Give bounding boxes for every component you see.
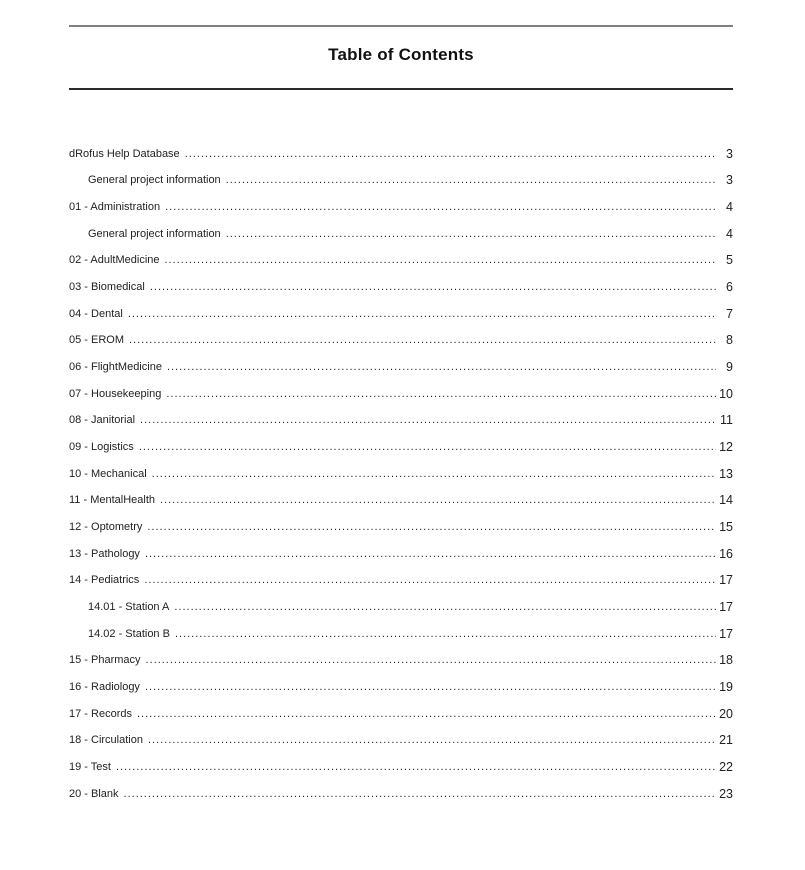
toc-entry[interactable]: [69, 567, 733, 594]
toc-entry-page: 19: [719, 679, 733, 694]
toc-entry-label: dRofus Help Database: [69, 147, 180, 160]
toc-entry-page: 22: [719, 759, 733, 774]
toc-entry-page: 13: [719, 466, 733, 481]
dot-leader: [165, 254, 717, 266]
document-page: [69, 0, 733, 870]
toc-entry[interactable]: [69, 460, 733, 487]
toc-entry-page: 17: [719, 573, 733, 588]
toc-entry-page: 8: [726, 333, 733, 348]
toc-entry-label: 14.01 - Station A: [88, 600, 170, 613]
toc-entry-label: 05 - EROM: [69, 334, 125, 347]
toc-entry[interactable]: [69, 354, 733, 381]
toc-entry[interactable]: [69, 514, 733, 541]
toc-entry-page: 3: [726, 173, 733, 188]
dot-leader: [124, 788, 716, 800]
dot-leader: [165, 201, 716, 213]
dot-leader: [174, 601, 716, 613]
toc-entry-page: 11: [720, 413, 733, 428]
toc-entry-label: 18 - Circulation: [69, 734, 143, 747]
dot-leader: [152, 468, 716, 480]
toc-entry-page: 3: [726, 146, 733, 161]
page-title: Table of Contents: [328, 45, 474, 64]
toc-entry-page: 17: [719, 599, 733, 614]
dot-leader: [146, 654, 716, 666]
toc-entry[interactable]: [69, 274, 733, 301]
toc-entry[interactable]: [69, 194, 733, 221]
toc-entry-label: 09 - Logistics: [69, 441, 134, 454]
toc-entry[interactable]: [69, 674, 733, 701]
toc-entry[interactable]: [69, 540, 733, 567]
dot-leader: [139, 441, 716, 453]
toc-entry-page: 4: [726, 200, 733, 215]
dot-leader: [167, 361, 716, 373]
toc-entry-label: 11 - MentalHealth: [69, 494, 156, 507]
dot-leader: [147, 521, 716, 533]
dot-leader: [137, 708, 716, 720]
toc-entry-page: 12: [719, 440, 733, 455]
toc-entry[interactable]: [69, 700, 733, 727]
toc-entry[interactable]: [69, 300, 733, 327]
toc-entry-label: 20 - Blank: [69, 787, 119, 800]
toc-entry[interactable]: [69, 487, 733, 514]
toc-entry-label: 15 - Pharmacy: [69, 654, 141, 667]
toc-entry-label: 01 - Administration: [69, 201, 161, 214]
toc-entry-page: 7: [726, 306, 733, 321]
toc-entry[interactable]: [69, 594, 733, 621]
toc-entry-label: 14.02 - Station B: [88, 627, 170, 640]
toc-entry[interactable]: [69, 754, 733, 781]
dot-leader: [226, 228, 716, 240]
toc-entry[interactable]: [69, 247, 733, 274]
dot-leader: [148, 734, 716, 746]
dot-leader: [116, 761, 716, 773]
toc-entry-label: 16 - Radiology: [69, 680, 140, 693]
toc-list: [69, 141, 733, 807]
toc-entry-label: 12 - Optometry: [69, 521, 143, 534]
dot-leader: [128, 308, 716, 320]
toc-entry[interactable]: [69, 434, 733, 461]
toc-entry[interactable]: [69, 220, 733, 247]
toc-entry-label: General project information: [88, 227, 221, 240]
toc-entry-page: 10: [719, 386, 733, 401]
toc-entry-page: 16: [719, 546, 733, 561]
toc-entry[interactable]: [69, 780, 733, 807]
top-divider: [69, 25, 733, 27]
toc-entry[interactable]: [69, 407, 733, 434]
toc-entry-label: 17 - Records: [69, 707, 132, 720]
toc-entry-label: 04 - Dental: [69, 307, 123, 320]
toc-entry-page: 20: [719, 706, 733, 721]
dot-leader: [129, 334, 716, 346]
toc-entry[interactable]: [69, 620, 733, 647]
toc-entry-label: 10 - Mechanical: [69, 467, 147, 480]
toc-entry-page: 9: [726, 360, 733, 375]
toc-entry-page: 4: [726, 226, 733, 241]
toc-entry-page: 23: [719, 786, 733, 801]
toc-entry-page: 5: [726, 253, 733, 268]
toc-entry-page: 14: [719, 493, 733, 508]
dot-leader: [145, 548, 716, 560]
dot-leader: [175, 628, 716, 640]
toc-entry-label: 19 - Test: [69, 760, 111, 773]
title-divider: [69, 88, 733, 90]
toc-entry-label: 13 - Pathology: [69, 547, 140, 560]
dot-leader: [185, 148, 716, 160]
toc-entry[interactable]: [69, 380, 733, 407]
toc-entry[interactable]: [69, 327, 733, 354]
toc-entry-page: 15: [719, 520, 733, 535]
toc-entry-label: 14 - Pediatrics: [69, 574, 140, 587]
toc-entry-label: 02 - AdultMedicine: [69, 254, 160, 267]
toc-entry[interactable]: [69, 647, 733, 674]
toc-entry-page: 21: [719, 733, 733, 748]
toc-entry-label: 08 - Janitorial: [69, 414, 136, 427]
toc-entry-page: 18: [719, 653, 733, 668]
toc-entry-label: General project information: [88, 174, 221, 187]
toc-entry-label: 07 - Housekeeping: [69, 387, 162, 400]
toc-entry-page: 6: [726, 280, 733, 295]
toc-entry-label: 03 - Biomedical: [69, 281, 145, 294]
dot-leader: [140, 414, 716, 426]
dot-leader: [144, 574, 716, 586]
toc-entry[interactable]: [69, 167, 733, 194]
dot-leader: [166, 388, 716, 400]
dot-leader: [150, 281, 716, 293]
dot-leader: [160, 494, 716, 506]
toc-entry[interactable]: [69, 141, 733, 168]
dot-leader: [145, 681, 716, 693]
toc-entry-page: 17: [719, 626, 733, 641]
toc-entry-label: 06 - FlightMedicine: [69, 361, 162, 374]
toc-entry[interactable]: [69, 727, 733, 754]
dot-leader: [226, 174, 716, 186]
